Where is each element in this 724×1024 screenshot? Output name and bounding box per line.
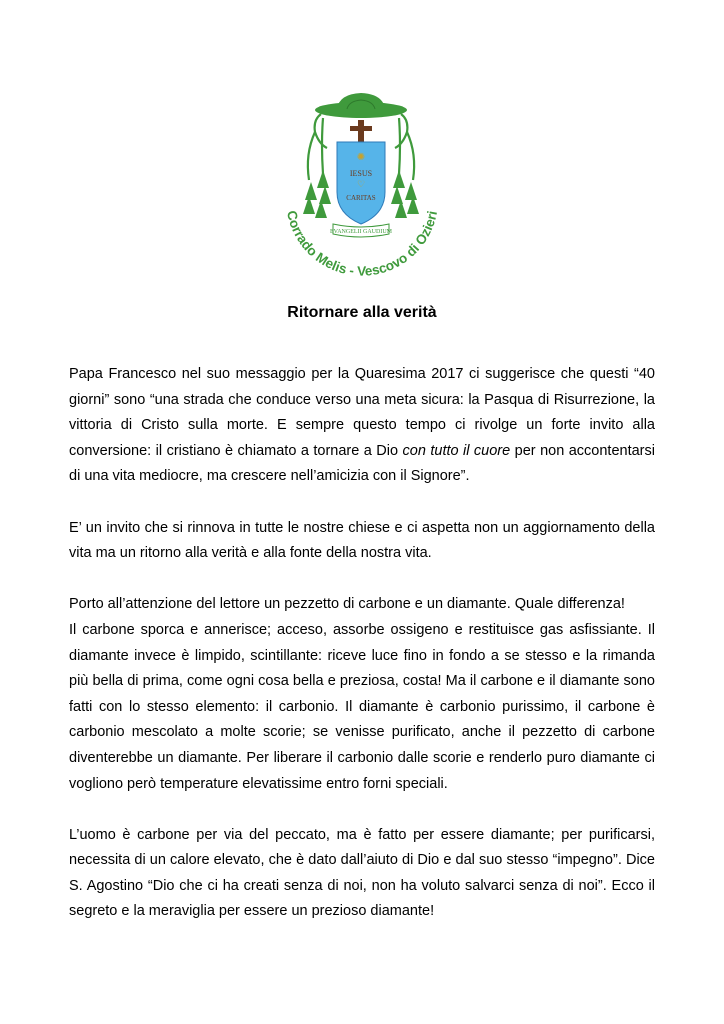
paragraph-2: E’ un invito che si rinnova in tutte le nostre chiese e ci aspetta non un aggiornamento della vita ma un ritorno alla verità e alla fonte della nostra vita. [69, 519, 655, 562]
svg-text:✺: ✺ [356, 152, 366, 163]
paragraph-3: Il carbone sporca e annerisce; acceso, assorbe ossigeno e restituisce gas asfissiante. Il diamante invece è limpido, scintillante: riceve luce fino in fondo a se stesso e la rimanda più bella di prima, come ogni cosa bella e preziosa, costa! Ma il carbone e il diamante sono fatti con lo stesso elemento: il carbonio. Il diamante è carbonio purissimo, il carbone è carbonio mescolato a molte scorie; se venisse purificato, anche il pezzetto di carbone diventerebbe un diamante. Per liberare il carbonio dalle scorie e renderlo puro diamante ci vogliono però temperature elevatissime entro forni speciali. [69, 621, 655, 792]
page-title: Ritornare alla verità [287, 304, 437, 321]
paragraph-4: L’uomo è carbone per via del peccato, ma è fatto per essere diamante; per purificarsi, necessita di un calore elevato, che è dato dall’aiuto di Dio e dal suo stesso “impegno”. Dice S. Agostino “Dio che ci ha creati senza di noi, non ha voluto salvarci senza di noi”. Ecco il segreto e la meraviglia per essere un prezioso diamante! [69, 826, 655, 920]
episcopal-coat-of-arms [275, 84, 447, 294]
svg-text:♡: ♡ [356, 179, 366, 189]
paragraph-1-italic: con tutto il cuore [402, 442, 511, 459]
bishop-name-arc: Corrado Melis - Vescovo di Ozieri [283, 209, 441, 279]
shield-text-2: CARITAS [346, 194, 376, 202]
shield-icon [337, 142, 385, 224]
paragraph-3-lead: Porto all’attenzione del lettore un pezzetto di carbone e un diamante. Quale differenza! [69, 596, 625, 613]
motto-scroll [330, 224, 393, 237]
paragraph-1-start: Papa Francesco nel suo messaggio per la Quaresima 2017 ci suggerisce che questi “40 giorni” sono “una strada che conduce verso una meta sicura: la Pasqua di Risurrezione, la vittoria di Cristo sulla morte. E sempre questo tempo ci rivolge un forte invito alla conversione: il cristiano è chiamato a tornare a Dio [69, 366, 655, 459]
motto-text: EVANGELII GAUDIUM [329, 229, 393, 235]
paragraph-1 [69, 362, 655, 490]
document-body [69, 362, 655, 925]
tassels-right-icon [391, 170, 419, 218]
tassels-left-icon [303, 170, 331, 218]
shield-text-1: IESUS [349, 169, 373, 178]
paragraph-1-end: per non accontentarsi di una vita mediocre, ma crescere nell’amicizia con il Signore”. [69, 442, 655, 485]
galero-hat-icon [315, 93, 407, 118]
